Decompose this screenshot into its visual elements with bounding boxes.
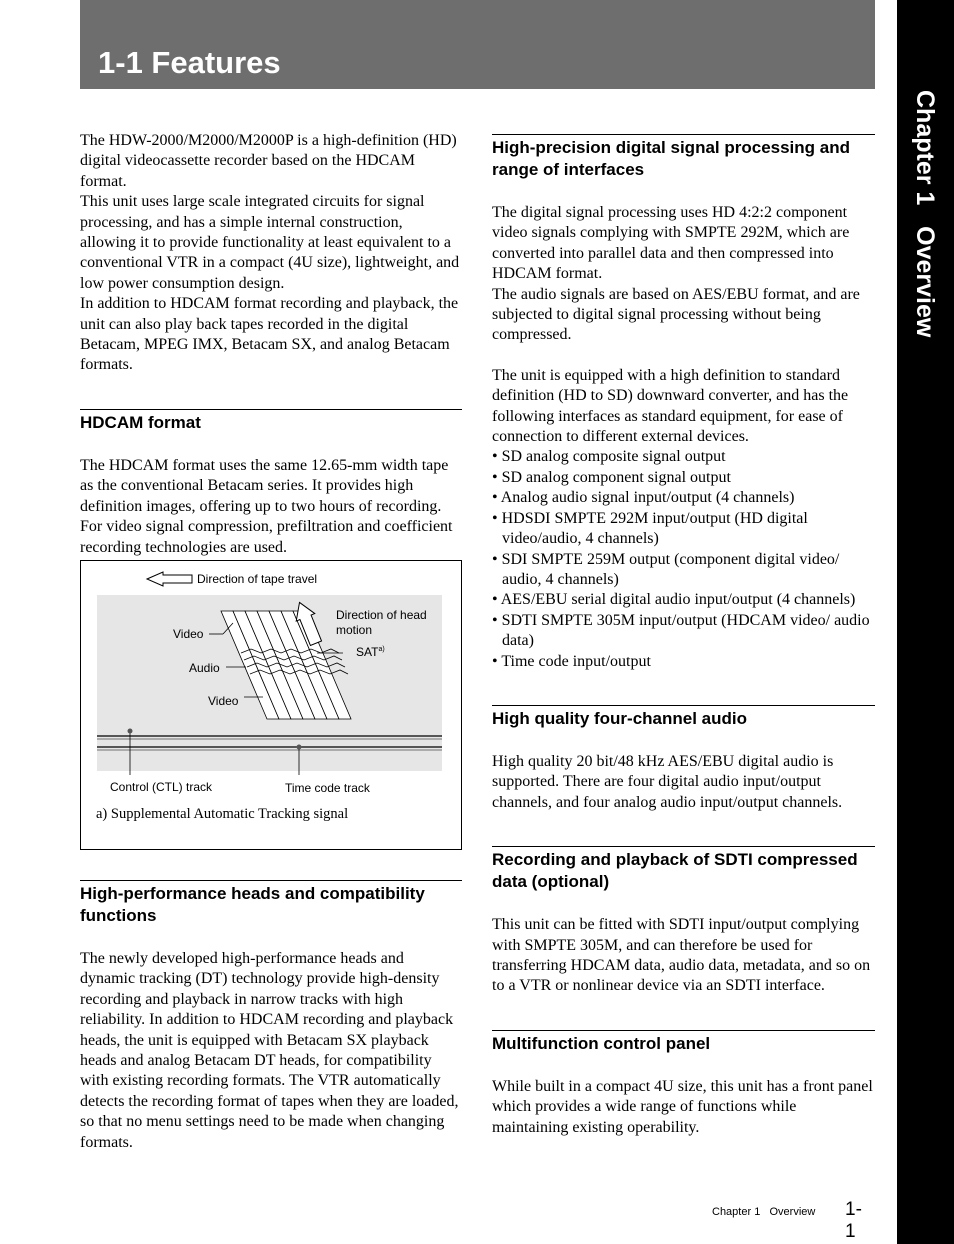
list-item: • AES/EBU serial digital audio input/output (4 channels) [492, 591, 856, 609]
section-heading-panel: Multifunction control panel [492, 1030, 875, 1055]
intro-paragraph: In addition to HDCAM format recording and playback, the unit can also play back tapes recorded in the digital Betacam, MPEG IMX, Betacam SX, and analog Betacam formats. [80, 295, 459, 374]
list-item: • SD analog component signal output [492, 468, 731, 486]
arrow-left-icon [147, 572, 192, 586]
diagram-footnote: a) Supplemental Automatic Tracking signal [96, 805, 349, 822]
list-item: • Analog audio signal input/output (4 channels) [492, 489, 795, 507]
dsp-paragraph-2: The audio signals are based on AES/EBU format, and are subjected to digital signal processing without being compressed. [492, 285, 860, 344]
audio-paragraph: High quality 20 bit/48 kHz AES/EBU digital audio is supported. There are four digital audio input/output channels, and four analog audio input/output channels. [492, 752, 843, 811]
sat-label [356, 645, 385, 659]
list-item: • SD analog composite signal output [492, 448, 726, 466]
sat-text: SAT [356, 644, 379, 659]
sdti-paragraph: This unit can be fitted with SDTI input/output complying with SMPTE 305M, and can therefore be used for transferring HDCAM data, audio data, metadata, and so on to a VTR or nonlinear device via an SDTI interface. [492, 916, 871, 995]
video-bottom-label: Video [208, 693, 239, 708]
tape-lower-area [97, 726, 442, 771]
left-column [80, 131, 462, 1153]
footer-chapter: Chapter 1 Overview [712, 1206, 816, 1218]
title-bar [80, 0, 875, 89]
tape-travel-label: Direction of tape travel [197, 571, 318, 586]
ctl-label: Control (CTL) track [110, 779, 213, 794]
section-heading-hdcam: HDCAM format [80, 409, 462, 434]
list-item: • Time code input/output [492, 652, 651, 670]
interface-list [492, 447, 875, 671]
chapter-side-tab [897, 0, 954, 1244]
tape-track-diagram [80, 560, 462, 850]
list-item: • HDSDI SMPTE 292M input/output (HD digital video/audio, 4 channels) [492, 509, 808, 548]
hdcam-paragraph: The HDCAM format uses the same 12.65-mm width tape as the conventional Betacam series. It provides high definition images, offering up to two hours of recording. For video signal compression, prefiltration and coefficient recording technologies are used. [80, 456, 453, 556]
section-heading-audio: High quality four-channel audio [492, 705, 875, 730]
page-title: 1-1 Features [98, 45, 281, 80]
dsp-paragraph-3: The unit is equipped with a high definition to standard definition (HD to SD) downward converter, and has the following interfaces as standard equipment, for ease of connection to different external devices. [492, 366, 849, 446]
list-item: • SDI SMPTE 259M output (component digital video/ audio, 4 channels) [492, 550, 840, 588]
head-motion-label: Direction of head motion [336, 607, 427, 637]
timecode-label: Time code track [285, 780, 370, 795]
panel-paragraph: While built in a compact 4U size, this unit has a front panel which provides a wide range of functions while maintaining existing operability. [492, 1077, 873, 1136]
section-heading-sdti: Recording and playback of SDTI compressed data (optional) [492, 846, 875, 893]
right-column [492, 134, 875, 1138]
intro-paragraph: This unit uses large scale integrated circuits for signal processing, and has a simple internal construction, allowing it to provide functionality at least equivalent to a conventional VTR in a compact (4U size), lightweight, and low power consumption design. [80, 193, 460, 292]
chapter-tab-label: Chapter 1 Overview [911, 90, 939, 338]
section-heading-heads: High-performance heads and compatibility functions [80, 880, 462, 927]
video-top-label: Video [173, 626, 204, 641]
dsp-paragraph-1: The digital signal processing uses HD 4:2:2 component video signals complying with SMPTE 292M, which are converted into parallel data and then compressed into HDCAM format. [492, 204, 850, 283]
heads-paragraph: The newly developed high-performance heads and dynamic tracking (DT) technology provide high-density recording and playback in narrow tracks with high reliability. In addition to HDCAM recording and playback heads, the unit is equipped with Betacam SX playback heads and analog Betacam DT heads, for compatibility with existing recording formats. The VTR automatically detects the recording format of tapes when they are loaded, so that no menu settings need to be made when changing formats. [80, 949, 459, 1151]
sat-note: a) [378, 645, 385, 653]
intro-paragraph: The HDW-2000/M2000/M2000P is a high-definition (HD) digital videocassette recorder based on the HDCAM format. [80, 132, 457, 190]
audio-label: Audio [189, 660, 220, 675]
section-heading-dsp: High-precision digital signal processing and range of interfaces [492, 134, 875, 181]
list-item: • SDTI SMPTE 305M input/output (HDCAM video/ audio data) [492, 611, 870, 650]
page-number: 1-1 [845, 1199, 862, 1242]
